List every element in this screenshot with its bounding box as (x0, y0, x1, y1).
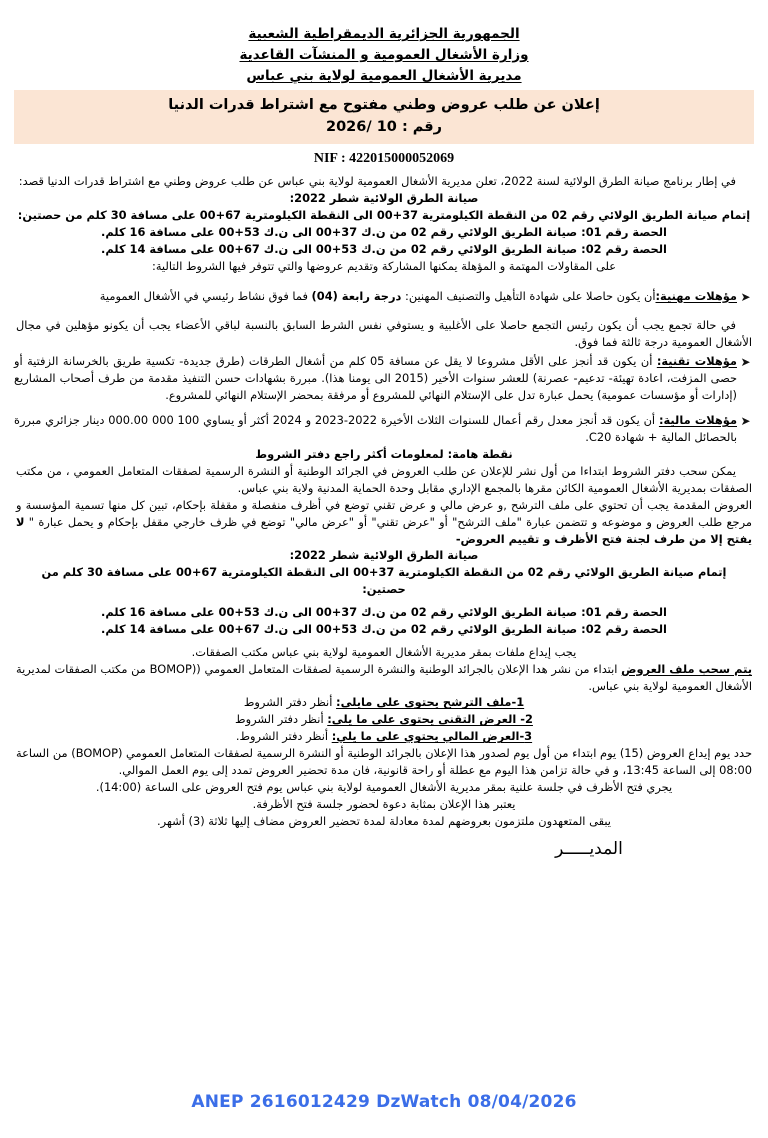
header-line-directorate (14, 66, 754, 87)
qualification-technical-text: أن يكون قد أنجز على الأقل مشروعا لا يقل عن مسافة 05 كلم من أشغال الطرقات (طرق جديدة- تكسية طريق بالخرسانة الزفتية أو حصى المزفت، اعادة تهيئة- تدعيم- عصرنة) للعشر سنوات الأخير (2015 الى يومنا هذا). مبررة بشهادات حسن التنفيذ مقدمة من طرف أصحاب المشاريع (إدارات أو مؤسسات عمومية) يحمل عبارة تدل على الإستلام النهائي للمشروع أو مرفقة بمحضر الإستلام النهائي للمشروع. (14, 353, 737, 402)
document-header (14, 24, 754, 87)
spacer (14, 275, 754, 286)
submission-item-1-rest: أنظر دفتر الشروط (243, 695, 337, 710)
withdrawal-paragraph-1: يمكن سحب دفتر الشروط ابتداءا من أول نشر للإعلان عن طلب العروض في الجرائد الوطنية أو النشرة الرسمية لصفقات المتعامل العمومي ، من مكتب الصفقات بمديرية الأشغال العمومية الكائن مقرها بالمجمع الإداري مقابل وحدة الحماية المدنية ولاية بني عباس. (16, 464, 752, 495)
qualification-technical-body (14, 353, 737, 404)
qualification-financial-body (14, 412, 737, 446)
submission-withdraw-label: يتم سحب ملف العروض (621, 661, 752, 676)
signature-director: المديـــــر (555, 839, 623, 860)
header-line-republic-text: الجمهورية الجزائرية الديمقراطية الشعبية (248, 26, 520, 42)
submission-deposit-line: يجب إيداع ملفات بمقر مديرية الأشغال العمومية لولاية بني عباس مكتب الصفقات. (191, 644, 577, 659)
intro-project-heading: صيانة الطرق الولائية شطر 2022: (289, 191, 479, 206)
qualification-financial-text: أن يكون قد أنجز معدل رقم أعمال للسنوات الثلاث الأخيرة 2022-2023 و 2024 أكثر أو يساوي 100 000 000.00 دينار جزائري مبررة بالحصائل المالية + شهادة C20. (14, 412, 737, 445)
opening-line-2: يعتبر هذا الإعلان بمثابة دعوة لحضور جلسة فتح الأظرفة. (252, 796, 516, 811)
deadline-paragraph: حدد يوم إيداع العروض (15) يوم ابتداء من أول يوم لصدور هذا الإعلان بالجرائد الوطنية أو النشرة الرسمية لصفقات المتعامل العمومي (BOMOP) من الساعة 08:00 إلى الساعة 13:45، و في حالة تزامن هذا اليوم مع عطلة أو راحة قانونية، فان مدة تحضير العروض تمدد إلى يوم العمل الموالي. (16, 746, 752, 777)
submission-item-3 (14, 728, 754, 745)
important-note-text: لمعلومات أكثر راجع دفتر الشروط (255, 447, 448, 462)
header-line-ministry (14, 45, 754, 66)
withdrawal-paragraph-2 (14, 497, 754, 548)
project-repeat-line-2: حصتين: (362, 582, 406, 597)
announcement-title: إعلان عن طلب عروض وطني مفتوح مع اشتراط قدرات الدنيا (168, 96, 600, 113)
important-note (14, 446, 754, 463)
triangle-bullet-icon: ➤ (740, 354, 751, 369)
project-repeat-lot-2: الحصة رقم 02: صيانة الطريق الولائي رقم 02 من ن.ك 53+00 الى ن.ك 67+00 على مسافة 14 كلم. (101, 621, 667, 636)
nif-label: NIF : 422015000052069 (313, 151, 455, 167)
qualification-professional-text-b: فما فوق نشاط رئيسي في الأشغال العمومية (99, 288, 312, 303)
qualification-financial-label: مؤهلات مالية: (658, 412, 738, 427)
header-line-republic (14, 24, 754, 45)
project-repeat-heading: صيانة الطرق الولائية شطر 2022: (289, 548, 479, 563)
spacer (14, 306, 754, 317)
header-line-directorate-text: مديرية الأشغال العمومية لولاية بني عباس (246, 67, 522, 84)
intro-eligibility-line: على المقاولات المهتمة و المؤهلة يمكنها المشاركة وتقديم عروضها والتي تتوفر فيها الشروط التالية: (151, 258, 617, 273)
qualification-professional-body (14, 288, 737, 305)
submission-withdraw-rest: ابتداء من نشر هدا الإعلان بالجرائد الوطنية والنشرة الرسمية لصفقات المتعامل العمومي ((BOMOP من مكتب الصفقات لمديرية الأشغال العمومية لولاية بني عباس. (16, 661, 752, 693)
qualification-technical-label: مؤهلات تقنية: (656, 353, 737, 368)
qualification-item-technical (14, 353, 754, 404)
qualification-professional-text-a: أن يكون حاصلا على شهادة التأهيل والتصنيف المهنين: (401, 288, 656, 303)
submission-item-1-label: 1-ملف الترشح يحتوي على مايلي: (336, 695, 525, 710)
opening-line-1: يجري فتح الأظرف في جلسة علنية بمقر مديرية الأشغال العمومية لولاية بني عباس يوم فتح العروض على الساعة (14:00). (95, 779, 673, 794)
announcement-number: رقم : 10 /2026 (325, 118, 442, 135)
intro-lot-2: الحصة رقم 02: صيانة الطريق الولائي رقم 02 من ن.ك 53+00 الى ن.ك 67+00 على مسافة 14 كلم. (101, 241, 667, 256)
intro-paragraph (14, 173, 754, 190)
submission-item-2 (14, 711, 754, 728)
intro-lot-1: الحصة رقم 01: صيانة الطريق الولائي رقم 02 من ن.ك 37+00 الى ن.ك 53+00 على مسافة 16 كلم. (101, 224, 667, 239)
triangle-bullet-icon: ➤ (740, 413, 751, 428)
qualification-professional-label: مؤهلات مهنية: (655, 288, 737, 303)
intro-paragraph-text: في إطار برنامج صيانة الطرق الولائية لسنة 2022، تعلن مديرية الأشغال العمومية لولاية بني عباس عن طلب عروض وطني مع اشتراط قدرات الدنيا قصد: (18, 174, 736, 189)
qualification-item-financial (14, 412, 754, 446)
spacer (14, 404, 754, 410)
header-line-ministry-text: وزارة الأشغال العمومية و المنشآت القاعدية (239, 46, 529, 63)
submission-withdraw-line (14, 661, 754, 695)
project-repeat-lot-1: الحصة رقم 01: صيانة الطريق الولائي رقم 02 من ن.ك 37+00 الى ن.ك 53+00 على مسافة 16 كلم. (101, 605, 667, 620)
submission-item-2-rest: أنظر دفتر الشروط (235, 712, 328, 727)
submission-item-2-label: 2- العرض التقني يحتوي على ما يلي: (327, 712, 533, 727)
grouping-note: في حالة تجمع يجب أن يكون رئيس التجمع حاصلا على الأغلبية و يستوفي نفس الشرط السابق بالنسبة لباقي الأعضاء يجب أن يكونو مؤهلين في مجال الأشغال العمومية درجة ثالثة فما فوق. (16, 317, 752, 349)
withdrawal-sealed-phrase: لا يفتح إلا من طرف لجنة فتح الأظرف و تقييم العروض- (16, 514, 752, 546)
submission-item-3-rest: أنظر دفتر الشروط. (235, 729, 332, 744)
triangle-bullet-icon: ➤ (740, 289, 751, 304)
important-note-label: نقطة هامة: (447, 447, 513, 462)
intro-scope-line: إتمام صيانة الطريق الولائي رقم 02 من النقطة الكيلومترية 37+00 الى النقطة الكيلومترية 67+00 على مسافة 30 كلم من حصتين: (17, 208, 751, 223)
project-repeat-line-1: إتمام صيانة الطريق الولائي رقم 02 من النقطة الكيلومترية 37+00 الى النقطة الكيلومترية 67+00 على مسافة 30 كلم من (41, 565, 727, 580)
qualification-professional-degree: درجة رابعة (04) (311, 288, 402, 303)
withdrawal-paragraph-2-text: العروض المقدمة يجب أن تحتوي على ملف الترشح ,و عرض مالي و عرض تقني توضع في أظرف منفصلة و مقفلة بإحكام، تبين كل منها تسمية المؤسسة و مرجع طلب العروض و موضوعه و تتضمن عبارة "ملف الترشح" أو "عرض تقني" أو "عرض مالي" توضع في ظرف خارجي مقفل بإحكام و يحمل عبارة " (16, 497, 752, 529)
qualification-item-professional (14, 288, 754, 306)
anep-footer: ANEP 2616012429 DzWatch 08/04/2026 (191, 1092, 577, 1112)
announcement-title-band (14, 90, 754, 145)
submission-item-3-label: 3-العرض المالي يحتوي على ما يلي: (331, 729, 533, 744)
opening-line-3: يبقى المتعهدون ملتزمون بعروضهم لمدة معادلة لمدة تحضير العروض مضاف إليها ثلاثة (3) أشهر. (157, 813, 611, 828)
submission-item-1 (14, 694, 754, 711)
